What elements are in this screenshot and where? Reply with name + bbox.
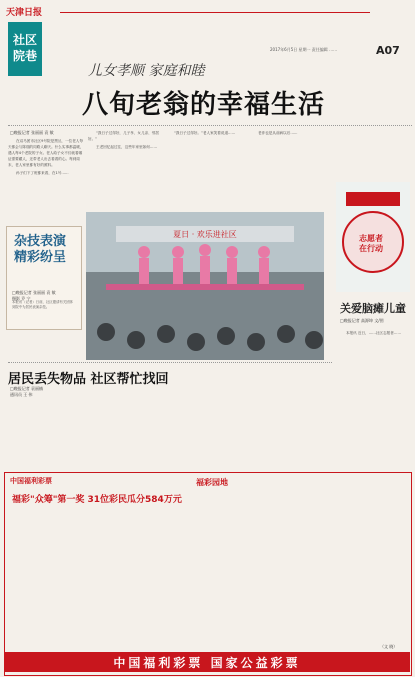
lead-column-4 bbox=[250, 130, 328, 208]
sidebar-title: 杂技表演 精彩纷呈 bbox=[14, 234, 67, 265]
welfare-body bbox=[10, 506, 406, 642]
lead-col2-para: 王老回忆起过往，这些年家里如何…… bbox=[96, 145, 158, 149]
right-para: 本报讯 近日，……社区志愿者…… bbox=[346, 331, 402, 335]
volunteer-banner: 志愿者 在行动 bbox=[359, 234, 383, 253]
sidebar-byline: □晚报记者 张丽丽 袁 敏 摄影 乔 宁 bbox=[12, 290, 56, 301]
right-title: 关爱脑瘫儿童 bbox=[340, 302, 406, 315]
lead-byline: □晚报记者 张丽丽 袁 敏 bbox=[10, 130, 54, 135]
photo-banner: 夏日 · 欢乐进社区 bbox=[173, 230, 237, 239]
lead-column-3 bbox=[166, 130, 244, 208]
lost-byline: □晚报记者 袁丽楠 通讯员 王 伟 bbox=[10, 386, 44, 397]
lost-divider bbox=[8, 362, 332, 363]
lead-col4-para: 老伴也是从前病以后…… bbox=[258, 131, 298, 135]
lead-kicker: 儿女孝顺 家庭和睦 bbox=[88, 63, 205, 79]
lead-col3-para: “我日子过得好。”老人家笑着说道…… bbox=[174, 131, 236, 135]
welfare-logo: 中国福利彩票 bbox=[10, 477, 52, 485]
lead-column-1 bbox=[8, 138, 84, 224]
bottom-banner-text: 中国福利彩票 国家公益彩票 bbox=[113, 656, 301, 670]
masthead-rule bbox=[60, 12, 370, 13]
lead-col1-para: 在双马团市社区9号院是黑丛，一位老人每天都会与陈瑞的同路人聊天。什么实事都温暖，遇人每4个老院的子女。老人给子女不仅就看哪证需要藏人，还带老人出去看看的心。每到周末，老人家里都有好的照料。 bbox=[8, 139, 84, 167]
performance-photo bbox=[86, 212, 324, 360]
performance-photo-art bbox=[86, 212, 324, 360]
right-byline: □晚报记者 高源坤 文/图 bbox=[340, 318, 384, 323]
lead-col1-para: 孙子们下了班都来看，在1号…… bbox=[16, 171, 69, 175]
dateline: 2017年6月5日 星期一 责任编辑 …… bbox=[270, 47, 338, 52]
lost-title: 居民丢失物品 社区帮忙找回 bbox=[8, 372, 169, 387]
masthead-logo: 天津日报 bbox=[6, 8, 43, 18]
lead-headline: 八旬老翁的幸福生活 bbox=[82, 90, 326, 120]
section-tag: 社区 院巷 bbox=[8, 22, 42, 76]
lead-divider bbox=[8, 125, 412, 126]
lead-column-2 bbox=[88, 130, 162, 208]
welfare-tag: 福彩园地 bbox=[196, 478, 228, 487]
lost-body bbox=[8, 400, 332, 466]
sidebar-text: 本报讯（记者）日前，社区邀请有关团体到院中为居民表演杂技。 bbox=[12, 300, 74, 309]
welfare-headline: 福彩"众筹"第一奖 31位彩民瓜分584万元 bbox=[12, 495, 182, 505]
lead-col2-para: “我日子过得好，儿子孝、女儿亲、邻居好。” bbox=[88, 131, 159, 141]
welfare-credit: （文 晓） bbox=[380, 644, 398, 649]
page-number: A07 bbox=[376, 44, 400, 57]
right-body bbox=[338, 330, 412, 450]
